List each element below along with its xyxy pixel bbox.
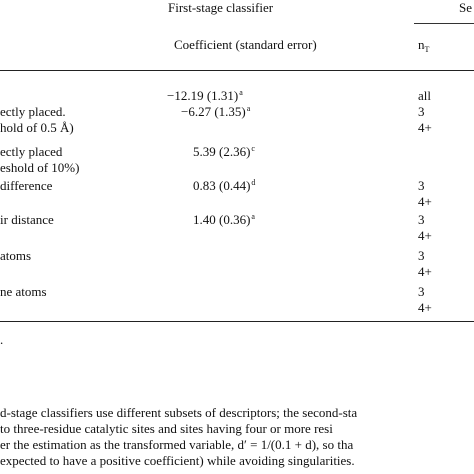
row-label: ectly placed <box>0 144 63 159</box>
footnote-line: d-stage classifiers use different subsets of descriptors; the second-sta <box>0 405 358 420</box>
row-n: 4+ <box>418 194 432 209</box>
row-coefficient: 1.40 (0.36)$^a$ <box>193 212 255 227</box>
row-coefficient: 0.83 (0.44)$^d$ <box>193 178 256 193</box>
row-label: ir distance <box>0 212 54 227</box>
row-n: 4+ <box>418 120 432 135</box>
row-label: eshold of 10%) <box>0 160 80 175</box>
row-n: 4+ <box>418 228 432 243</box>
row-coefficient: −6.27 (1.35)$^a$ <box>181 104 251 119</box>
row-label: ne atoms <box>0 284 47 299</box>
table-end-mark: . <box>0 332 4 347</box>
row-n: 4+ <box>418 300 432 315</box>
row-n: 3 <box>418 248 425 263</box>
row-n: all <box>418 88 431 103</box>
row-coefficient: −12.19 (1.31)$^a$ <box>167 88 243 103</box>
row-n: 4+ <box>418 264 432 279</box>
table-bottom-rule <box>0 321 474 322</box>
row-n: 3 <box>418 104 425 119</box>
n-t-header <box>418 38 429 57</box>
row-n: 3 <box>418 284 425 299</box>
footnote-line: to three-residue catalytic sites and sites having four or more resi <box>0 421 333 436</box>
row-n: 3 <box>418 178 425 193</box>
n-subscript: T <box>424 45 430 54</box>
row-n: 3 <box>418 212 425 227</box>
footnote-line: er the estimation as the transformed variable, d′ = 1/(0.1 + d), so tha <box>0 437 354 452</box>
second-stage-header: Se <box>459 0 472 15</box>
header-rule <box>0 70 474 71</box>
first-stage-header: First-stage classifier <box>168 0 274 15</box>
row-coefficient: 5.39 (2.36)$^c$ <box>193 144 255 159</box>
second-stage-underline <box>414 23 474 24</box>
footnote-line: expected to have a positive coefficient) while avoiding singularities. <box>0 453 355 468</box>
row-label: difference <box>0 178 53 193</box>
row-label: hold of 0.5 Å) <box>0 120 74 135</box>
n-label: n <box>418 37 425 52</box>
row-label: atoms <box>0 248 32 263</box>
coefficient-header: Coefficient (standard error) <box>174 37 317 52</box>
row-label: ectly placed. <box>0 104 66 119</box>
